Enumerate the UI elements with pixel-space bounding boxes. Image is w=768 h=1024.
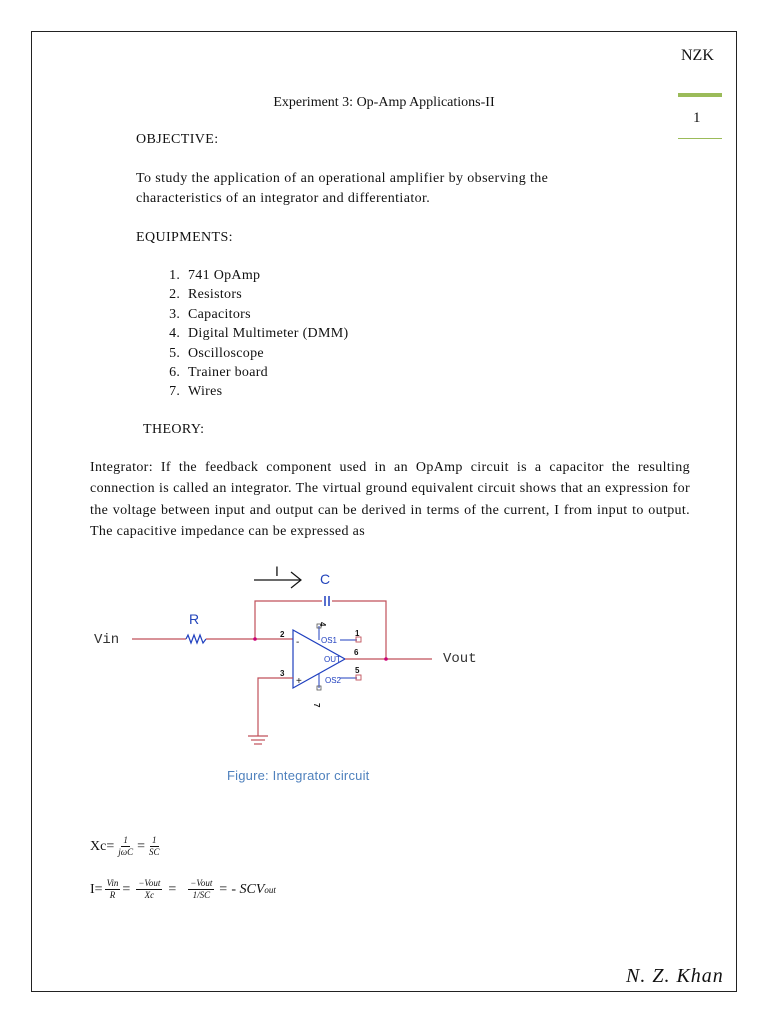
list-item: 4. Digital Multimeter (DMM) [184,324,348,343]
list-item: 1. 741 OpAmp [184,266,348,285]
equipments-heading: EQUIPMENTS: [136,230,233,245]
i-fraction-2: $\frac{\text{−Vout}}{Xc}$ [138,878,161,900]
pin-4-label: 4 [318,622,327,627]
minus-sign: - [296,637,300,648]
i-rhs-subscript: out [264,884,276,895]
theory-paragraph: Integrator: If the feedback component used in an OpAmp circuit is a capacitor the resulting connection is called an integrator. The virtual ground equivalent circuit shows that an expression for the voltage between input and output can be derived in terms of the current, I from input to output. The capacitive impedance can be expressed as [90,460,690,539]
xc-fraction-1: $\frac{1}{\text{jωC}}$ [118,835,134,857]
integrator-circuit-diagram [88,560,508,760]
xc-lhs: Xc= [90,838,115,854]
pin-6-label: 6 [354,648,359,657]
ground-wire [258,678,293,736]
list-item: 3. Capacitors [184,305,348,324]
list-item: 6. Trainer board [184,363,348,382]
pin-7-label: 7 [312,703,321,708]
header-initials: NZK [681,47,714,64]
objective-line-2: characteristics of an integrator and differentiator. [136,191,431,206]
junction-node [253,637,257,641]
equipment-list [160,266,348,402]
i-fraction-1: $\frac{\text{Vin}}{R}$ [106,878,119,900]
vout-label: Vout [443,651,477,667]
theory-heading: THEORY: [143,422,205,437]
author-signature: N. Z. Khan [626,965,724,987]
pin-2-label: 2 [280,630,285,639]
pin-3-label: 3 [280,669,285,678]
figure-caption: Figure: Integrator circuit [227,768,370,783]
out-label: OUT [324,655,341,664]
resistor-symbol [186,635,206,643]
os2-label: OS2 [325,676,342,685]
plus-sign: + [296,676,302,687]
xc-equation: Xc= $\frac{1}{\text{jωC}}$ = $\frac{1}{SC}$ [90,835,160,857]
vin-label: Vin [94,632,120,648]
resistor-label: R [189,611,200,627]
output-junction-node [384,657,388,661]
pin-5-label: 5 [355,666,360,675]
list-item: 5. Oscilloscope [184,344,348,363]
list-item: 7. Wires [184,382,348,401]
page-number: 1 [693,110,701,126]
current-label: I [275,563,279,579]
i-rhs: = - SCV [218,881,265,897]
i-lhs: I= [90,881,103,897]
objective-heading: OBJECTIVE: [136,132,219,147]
i-fraction-3: $\frac{\text{−Vout}}{1/SC}$ [190,878,213,900]
objective-line-1: To study the application of an operational amplifier by observing the [136,171,549,186]
xc-fraction-2: $\frac{1}{SC}$ [149,835,160,857]
pin-1-label: 1 [355,629,360,638]
page-title: Experiment 3: Op-Amp Applications-II [273,95,495,110]
current-equation: I= $\frac{\text{Vin}}{R}$ = $\frac{\text{−Vout}}{Xc}$ = $\frac{\text{−Vout}}{1/SC}$ = - SCV out [90,878,276,900]
list-item: 2. Resistors [184,285,348,304]
feedback-wire-left [255,601,322,638]
page-number-bar-bottom [678,138,722,139]
capacitor-label: C [320,571,331,587]
os1-label: OS1 [321,636,338,645]
